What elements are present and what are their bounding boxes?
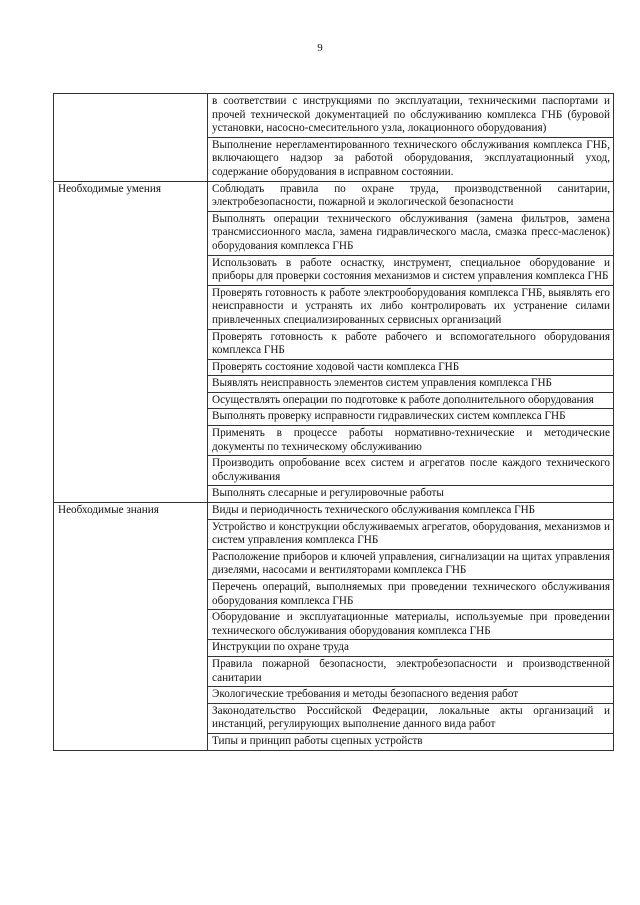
table-row (54, 94, 614, 138)
requirement-text: Проверять готовность к работе электрооборудования комплекса ГНБ, выявлять его неисправности и устранять их либо контролировать их устранение силами привлеченных специализированных сервисных организаций (208, 285, 614, 329)
requirement-text: Выявлять неисправность элементов систем управления комплекса ГНБ (208, 376, 614, 393)
requirement-text: Использовать в работе оснастку, инструмент, специальное оборудование и приборы для проверки состояния механизмов и систем управления комплекса ГНБ (208, 255, 614, 285)
requirement-text: Выполнять операции технического обслуживания (замена фильтров, замена трансмиссионного масла, замена гидравлического масла, смазка пресс-масленок) оборудования комплекса ГНБ (208, 211, 614, 255)
requirement-text: Виды и периодичность технического обслуживания комплекса ГНБ (208, 503, 614, 520)
requirement-text: Расположение приборов и ключей управления, сигнализации на щитах управления дизелями, насосами и вентиляторами комплекса ГНБ (208, 549, 614, 579)
requirement-text: Соблюдать правила по охране труда, производственной санитарии, электробезопасности, пожарной и экологической безопасности (208, 181, 614, 211)
requirement-text: Типы и принцип работы сцепных устройств (208, 733, 614, 750)
requirements-table (53, 93, 614, 751)
requirement-text: Производить опробование всех систем и агрегатов после каждого технического обслуживания (208, 456, 614, 486)
requirement-text: Применять в процессе работы нормативно-технические и методические документы по техническому обслуживанию (208, 426, 614, 456)
requirement-text: Оборудование и эксплуатационные материалы, используемые при проведении технического обслуживания оборудования комплекса ГНБ (208, 610, 614, 640)
section-label: Необходимые знания (54, 503, 208, 751)
section-label: Необходимые умения (54, 181, 208, 502)
requirement-text: Инструкции по охране труда (208, 640, 614, 657)
page-number: 9 (317, 42, 323, 54)
requirement-text: Законодательство Российской Федерации, локальные акты организаций и инстанций, регулирующих выполнение данного вида работ (208, 703, 614, 733)
requirement-text: Устройство и конструкции обслуживаемых агрегатов, оборудования, механизмов и систем управления комплекса ГНБ (208, 519, 614, 549)
requirement-text: Проверять состояние ходовой части комплекса ГНБ (208, 359, 614, 376)
requirement-text: Перечень операций, выполняемых при проведении технического обслуживания оборудования комплекса ГНБ (208, 580, 614, 610)
requirement-text: Выполнять слесарные и регулировочные работы (208, 486, 614, 503)
requirement-text: Выполнять проверку исправности гидравлических систем комплекса ГНБ (208, 409, 614, 426)
requirement-text: Правила пожарной безопасности, электробезопасности и производственной санитарии (208, 656, 614, 686)
requirement-text: Выполнение нерегламентированного технического обслуживания комплекса ГНБ, включающего надзор за работой оборудования, эксплуатационный уход, содержание оборудования в исправном состоянии. (208, 137, 614, 181)
table-row (54, 503, 614, 520)
section-label (54, 94, 208, 182)
requirement-text: Экологические требования и методы безопасного ведения работ (208, 687, 614, 704)
requirement-text: Проверять готовность к работе рабочего и вспомогательного оборудования комплекса ГНБ (208, 329, 614, 359)
requirement-text: в соответствии с инструкциями по эксплуатации, техническими паспортами и прочей технической документацией по обслуживанию комплекса ГНБ (буровой установки, насосно-смесительного узла, локационного оборудования) (208, 94, 614, 138)
requirement-text: Осуществлять операции по подготовке к работе дополнительного оборудования (208, 392, 614, 409)
table-row (54, 181, 614, 211)
